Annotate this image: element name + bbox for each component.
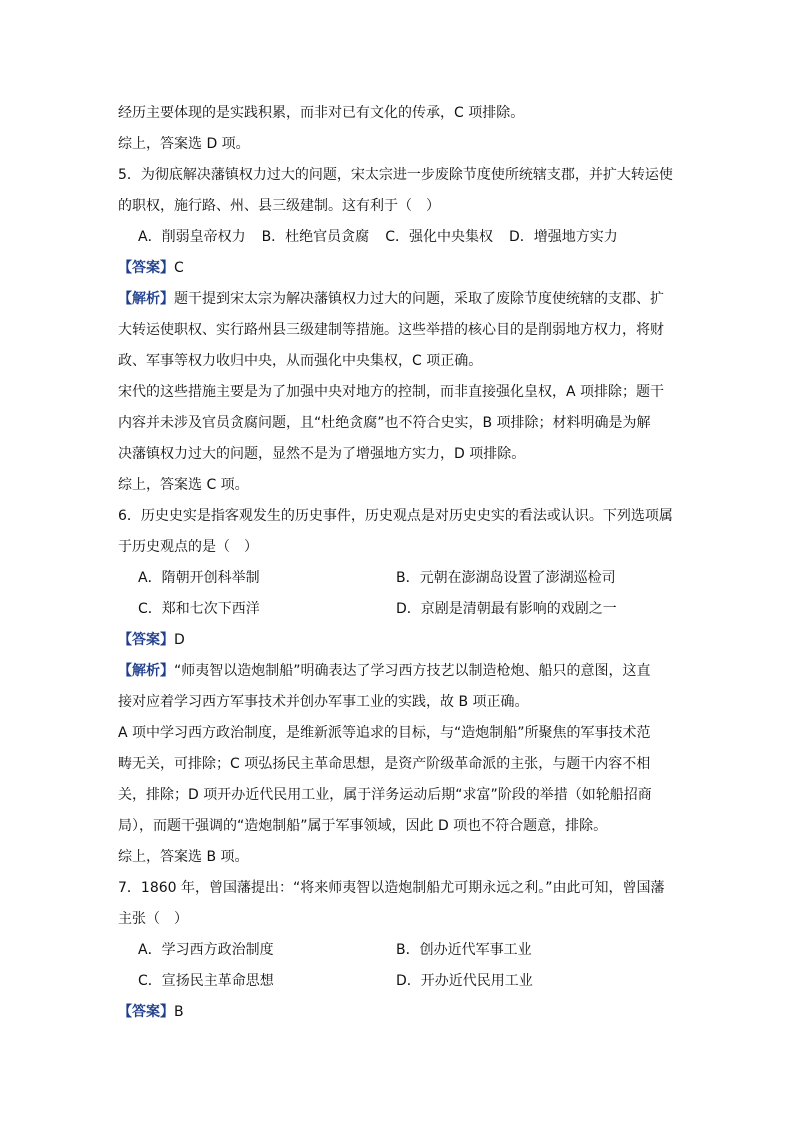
question-7-answer	[118, 997, 678, 1028]
option-a: A．削弱皇帝权力	[138, 229, 246, 245]
analysis-line: 宋代的这些措施主要是为了加强中央对地方的控制，而非直接强化皇权，A 项排除；题干	[118, 384, 665, 400]
option-d: D．增强地方实力	[508, 229, 618, 245]
analysis-text: “师夷智以造炮制船”明确表达了学习西方技艺以制造枪炮、船只的意图，这直	[174, 663, 651, 679]
question-6-options-row-1	[118, 563, 678, 594]
answer-tag: 【答案】	[118, 632, 174, 648]
question-5-stem-cont: 的职权，施行路、州、县三级建制。这有利于（ ）	[118, 198, 440, 214]
option-b: B．创办近代军事工业	[396, 942, 532, 958]
answer-value: C	[174, 260, 184, 276]
summary-line: 综上，答案选 B 项。	[118, 849, 249, 865]
question-5-analysis	[118, 284, 678, 315]
question-7-stem-cont: 主张（ ）	[118, 911, 188, 927]
analysis-line: 畴无关，可排除；C 项弘扬民主革命思想，是资产阶级革命派的主张，与题干内容不相	[118, 756, 651, 772]
option-b: B．杜绝官员贪腐	[261, 229, 370, 245]
analysis-line: 关，排除；D 项开办近代民用工业，属于洋务运动后期“求富”阶段的举措（如轮船招商	[118, 787, 652, 803]
question-6-stem-cont: 于历史观点的是（ ）	[118, 539, 258, 555]
option-c: C．郑和七次下西洋	[138, 601, 260, 617]
answer-tag: 【答案】	[118, 1004, 174, 1020]
analysis-tag: 【解析】	[118, 663, 174, 679]
analysis-line: A 项中学习西方政治制度，是维新派等追求的目标，与“造炮制船”所聚焦的军事技术范	[118, 725, 651, 741]
question-5-stem: 5．为彻底解决藩镇权力过大的问题，宋太宗进一步废除节度使所统辖支郡，并扩大转运使	[118, 167, 673, 183]
question-5-options	[118, 222, 678, 253]
analysis-line: 局），而题干强调的“造炮制船”属于军事领域，因此 D 项也不符合题意，排除。	[118, 818, 608, 834]
analysis-text: 题干提到宋太宗为解决藩镇权力过大的问题，采取了废除节度使统辖的支郡、扩	[174, 291, 664, 307]
question-6-analysis	[118, 656, 678, 687]
option-c: C．宣扬民主革命思想	[138, 973, 274, 989]
answer-tag: 【答案】	[118, 260, 174, 276]
document-body	[118, 98, 678, 1028]
option-c: C．强化中央集权	[385, 229, 493, 245]
answer-value: B	[174, 1004, 184, 1020]
question-5-answer	[118, 253, 678, 284]
question-6-options-row-2	[118, 594, 678, 625]
option-b: B．元朝在澎湖岛设置了澎湖巡检司	[396, 570, 616, 586]
analysis-line: 大转运使职权、实行路州县三级建制等措施。这些举措的核心目的是削弱地方权力，将财	[118, 322, 664, 338]
analysis-tag: 【解析】	[118, 291, 174, 307]
analysis-line: 接对应着学习西方军事技术并创办军事工业的实践，故 B 项正确。	[118, 694, 529, 710]
answer-value: D	[174, 632, 185, 648]
analysis-line: 内容并未涉及官员贪腐问题，且“杜绝贪腐”也不符合史实，B 项排除；材料明确是为解	[118, 415, 651, 431]
option-d: D．京剧是清朝最有影响的戏剧之一	[396, 601, 617, 617]
option-a: A．学习西方政治制度	[138, 942, 274, 958]
question-7-options-row-2	[118, 966, 678, 997]
question-6-answer	[118, 625, 678, 656]
summary-line: 综上，答案选 D 项。	[118, 136, 250, 152]
analysis-line: 政、军事等权力收归中央，从而强化中央集权，C 项正确。	[118, 353, 483, 369]
question-6-stem: 6．历史史实是指客观发生的历史事件，历史观点是对历史史实的看法或认识。下列选项属	[118, 508, 673, 524]
analysis-line: 决藩镇权力过大的问题，显然不是为了增强地方实力，D 项排除。	[118, 446, 526, 462]
option-a: A．隋朝开创科举制	[138, 570, 260, 586]
summary-line: 综上，答案选 C 项。	[118, 477, 249, 493]
question-7-options-row-1	[118, 935, 678, 966]
text-line: 经历主要体现的是实践积累，而非对已有文化的传承，C 项排除。	[118, 105, 525, 121]
question-7-stem: 7．1860 年，曾国藩提出：“将来师夷智以造炮制船尤可期永远之利。”由此可知，曾国藩	[118, 880, 665, 896]
option-d: D．开办近代民用工业	[396, 973, 533, 989]
